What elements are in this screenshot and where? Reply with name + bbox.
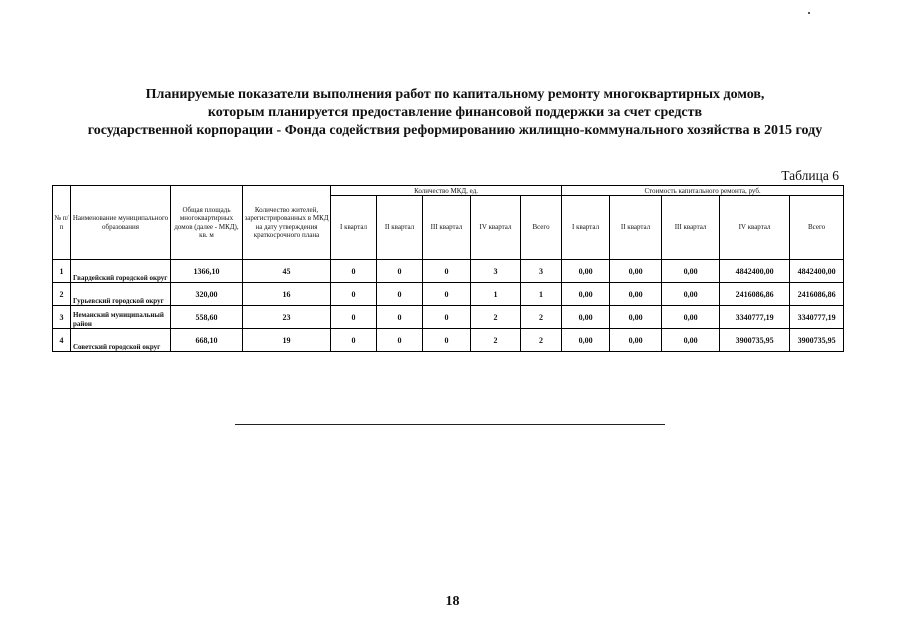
cell-residents: 45 <box>243 260 331 283</box>
cell-mkd-q4: 2 <box>471 306 521 329</box>
cell-no: 1 <box>53 260 71 283</box>
cell-mkd-q2: 0 <box>377 306 423 329</box>
table-label: Таблица 6 <box>781 168 839 183</box>
header-mkd-total: Всего <box>521 196 562 260</box>
cell-cost-q2: 0,00 <box>610 329 662 352</box>
cell-mkd-q3: 0 <box>423 260 471 283</box>
header-cost-q2: II квартал <box>610 196 662 260</box>
header-cost-group: Стоимость капитального ремонта, руб. <box>562 186 844 196</box>
cell-cost-q2: 0,00 <box>610 260 662 283</box>
cell-mkd-total: 1 <box>521 283 562 306</box>
cell-cost-q4: 2416086,86 <box>720 283 790 306</box>
horizontal-rule <box>235 424 665 425</box>
cell-cost-q3: 0,00 <box>662 260 720 283</box>
header-mkd-q4: IV квартал <box>471 196 521 260</box>
cell-cost-total: 3900735,95 <box>790 329 844 352</box>
header-no: № п/п <box>53 186 71 260</box>
header-mkd-q1: I квартал <box>331 196 377 260</box>
cell-cost-q4: 4842400,00 <box>720 260 790 283</box>
cell-mkd-q3: 0 <box>423 306 471 329</box>
cell-mkd-total: 2 <box>521 306 562 329</box>
cell-no: 2 <box>53 283 71 306</box>
cell-cost-total: 4842400,00 <box>790 260 844 283</box>
header-cost-q3: III квартал <box>662 196 720 260</box>
cell-mkd-q4: 1 <box>471 283 521 306</box>
cell-mkd-total: 2 <box>521 329 562 352</box>
cell-mkd-q3: 0 <box>423 329 471 352</box>
header-cost-total: Всего <box>790 196 844 260</box>
cell-mkd-q2: 0 <box>377 283 423 306</box>
header-cost-q1: I квартал <box>562 196 610 260</box>
title-line-1: Планируемые показатели выполнения работ по капитальному ремонту многоквартирных домов, <box>145 87 765 102</box>
cell-area: 668,10 <box>171 329 243 352</box>
cell-cost-q1: 0,00 <box>562 306 610 329</box>
title-line-3: государственной корпорации - Фонда содействия реформированию жилищно-коммунального хозяйства в 2015 году <box>87 123 823 138</box>
capital-repair-table <box>52 185 844 352</box>
cell-cost-q3: 0,00 <box>662 306 720 329</box>
header-mkd-group: Количество МКД, ед. <box>331 186 562 196</box>
cell-area: 320,00 <box>171 283 243 306</box>
header-mkd-q2: II квартал <box>377 196 423 260</box>
table-row <box>53 329 844 352</box>
cell-area: 558,60 <box>171 306 243 329</box>
cell-mkd-q1: 0 <box>331 329 377 352</box>
scan-speck <box>808 12 810 14</box>
cell-residents: 19 <box>243 329 331 352</box>
cell-mkd-q1: 0 <box>331 283 377 306</box>
cell-mkd-q1: 0 <box>331 306 377 329</box>
cell-no: 3 <box>53 306 71 329</box>
cell-cost-q2: 0,00 <box>610 283 662 306</box>
cell-cost-q1: 0,00 <box>562 260 610 283</box>
cell-cost-q4: 3340777,19 <box>720 306 790 329</box>
header-name: Наименование муниципального образования <box>71 186 171 260</box>
cell-mkd-total: 3 <box>521 260 562 283</box>
cell-mkd-q4: 2 <box>471 329 521 352</box>
document-title <box>40 86 870 140</box>
cell-residents: 16 <box>243 283 331 306</box>
page-number: 18 <box>445 594 460 609</box>
cell-name: Неманский муниципальный район <box>71 306 171 329</box>
cell-residents: 23 <box>243 306 331 329</box>
cell-cost-q1: 0,00 <box>562 329 610 352</box>
cell-cost-q4: 3900735,95 <box>720 329 790 352</box>
header-cost-q4: IV квартал <box>720 196 790 260</box>
header-residents: Количество жителей, зарегистрированных в МКД на дату утверждения краткосрочного плана <box>243 186 331 260</box>
cell-cost-q2: 0,00 <box>610 306 662 329</box>
cell-mkd-q4: 3 <box>471 260 521 283</box>
cell-name: Гурьевский городской округ <box>71 283 171 306</box>
cell-no: 4 <box>53 329 71 352</box>
header-mkd-q3: III квартал <box>423 196 471 260</box>
cell-cost-total: 3340777,19 <box>790 306 844 329</box>
cell-mkd-q1: 0 <box>331 260 377 283</box>
cell-mkd-q2: 0 <box>377 260 423 283</box>
cell-mkd-q2: 0 <box>377 329 423 352</box>
table-row <box>53 260 844 283</box>
cell-cost-total: 2416086,86 <box>790 283 844 306</box>
cell-area: 1366,10 <box>171 260 243 283</box>
table-row <box>53 306 844 329</box>
cell-cost-q3: 0,00 <box>662 329 720 352</box>
header-area: Общая площадь многоквартирных домов (далее - МКД), кв. м <box>171 186 243 260</box>
table-row <box>53 283 844 306</box>
cell-name: Гвардейский городской округ <box>71 260 171 283</box>
cell-cost-q1: 0,00 <box>562 283 610 306</box>
cell-name: Советский городской округ <box>71 329 171 352</box>
cell-cost-q3: 0,00 <box>662 283 720 306</box>
cell-mkd-q3: 0 <box>423 283 471 306</box>
title-line-2: которым планируется предоставление финансовой поддержки за счет средств <box>207 105 703 120</box>
